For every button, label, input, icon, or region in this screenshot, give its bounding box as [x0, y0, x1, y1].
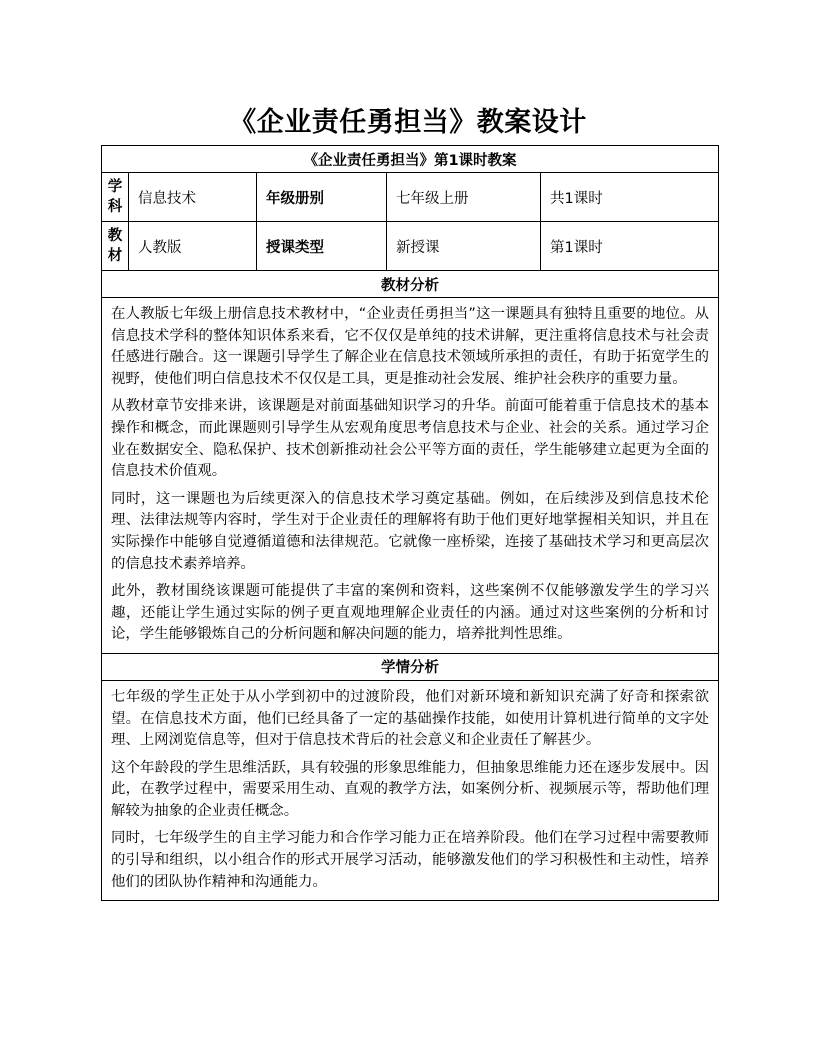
document-title: 《企业责任勇担当》教案设计 — [229, 107, 587, 138]
material-analysis-content — [102, 298, 719, 654]
total-lessons-value: 共1课时 — [541, 173, 719, 222]
material-analysis-row — [102, 298, 719, 654]
material-analysis-heading-row — [102, 271, 719, 298]
lesson-plan-table — [101, 145, 719, 901]
student-analysis-content — [102, 680, 719, 900]
subject-label — [102, 173, 129, 222]
material-paragraph: 此外，教材围绕该课题可能提供了丰富的案例和资料，这些案例不仅能够激发学生的学习兴趣，还能让学生通过实际的例子更直观地理解企业责任的内涵。通过对这些案例的分析和讨论，学生能够锻炼自己的分析问题和解决问题的能力，培养批判性思维。 — [111, 583, 710, 643]
student-analysis-heading-row — [102, 653, 719, 680]
student-analysis-heading: 学情分析 — [102, 653, 719, 680]
table-header-row — [102, 146, 719, 173]
subject-label-top: 学 — [107, 179, 123, 195]
textbook-label — [102, 222, 129, 271]
textbook-value: 人教版 — [129, 222, 257, 271]
student-paragraph: 这个年龄段的学生思维活跃，具有较强的形象思维能力，但抽象思维能力还在逐步发展中。因此，在教学过程中，需要采用生动、直观的教学方法，如案例分析、视频展示等，帮助他们理解较为抽象的企业责任概念。 — [111, 759, 710, 819]
grade-value: 七年级上册 — [387, 173, 541, 222]
lesson-heading: 《企业责任勇担当》第1课时教案 — [102, 146, 719, 173]
material-analysis-heading: 教材分析 — [102, 271, 719, 298]
subject-label-bottom: 科 — [107, 199, 123, 215]
textbook-label-bottom: 材 — [107, 248, 123, 264]
lesson-type-value: 新授课 — [387, 222, 541, 271]
material-paragraph: 在人教版七年级上册信息技术教材中，“企业责任勇担当”这一课题具有独特且重要的地位。从信息技术学科的整体知识体系来看，它不仅仅是单纯的技术讲解，更注重将信息技术与社会责任感进行融合。这一课题引导学生了解企业在信息技术领域所承担的责任，有助于拓宽学生的视野，使他们明白信息技术不仅仅是工具，更是推动社会发展、维护社会秩序的重要力量。 — [111, 306, 710, 387]
student-analysis-row — [102, 680, 719, 900]
student-paragraph: 同时，七年级学生的自主学习能力和合作学习能力正在培养阶段。他们在学习过程中需要教师的引导和组织，以小组合作的形式开展学习活动，能够激发他们的学习积极性和主动性，培养他们的团队协作精神和沟通能力。 — [111, 830, 710, 890]
textbook-row — [102, 222, 719, 271]
material-paragraph: 同时，这一课题也为后续更深入的信息技术学习奠定基础。例如，在后续涉及到信息技术伦理、法律法规等内容时，学生对于企业责任的理解将有助于他们更好地掌握相关知识，并且在实际操作中能够自觉遵循道德和法律规范。它就像一座桥梁，连接了基础技术学习和更高层次的信息技术素养培养。 — [111, 490, 710, 572]
student-paragraph: 七年级的学生正处于从小学到初中的过渡阶段，他们对新环境和新知识充满了好奇和探索欲望。在信息技术方面，他们已经具备了一定的基础操作技能，如使用计算机进行简单的文字处理、上网浏览信息等，但对于信息技术背后的社会意义和企业责任了解甚少。 — [111, 688, 710, 749]
material-paragraph: 从教材章节安排来讲，该课题是对前面基础知识学习的升华。前面可能着重于信息技术的基本操作和概念，而此课题则引导学生从宏观角度思考信息技术与企业、社会的关系。通过学习企业在数据安全、隐私保护、技术创新推动社会公平等方面的责任，学生能够建立起更为全面的信息技术价值观。 — [111, 398, 710, 480]
textbook-label-top: 教 — [107, 228, 123, 244]
lesson-number-value: 第1课时 — [541, 222, 719, 271]
subject-row — [102, 173, 719, 222]
grade-label: 年级册别 — [257, 173, 387, 222]
subject-value: 信息技术 — [129, 173, 257, 222]
lesson-type-label: 授课类型 — [257, 222, 387, 271]
